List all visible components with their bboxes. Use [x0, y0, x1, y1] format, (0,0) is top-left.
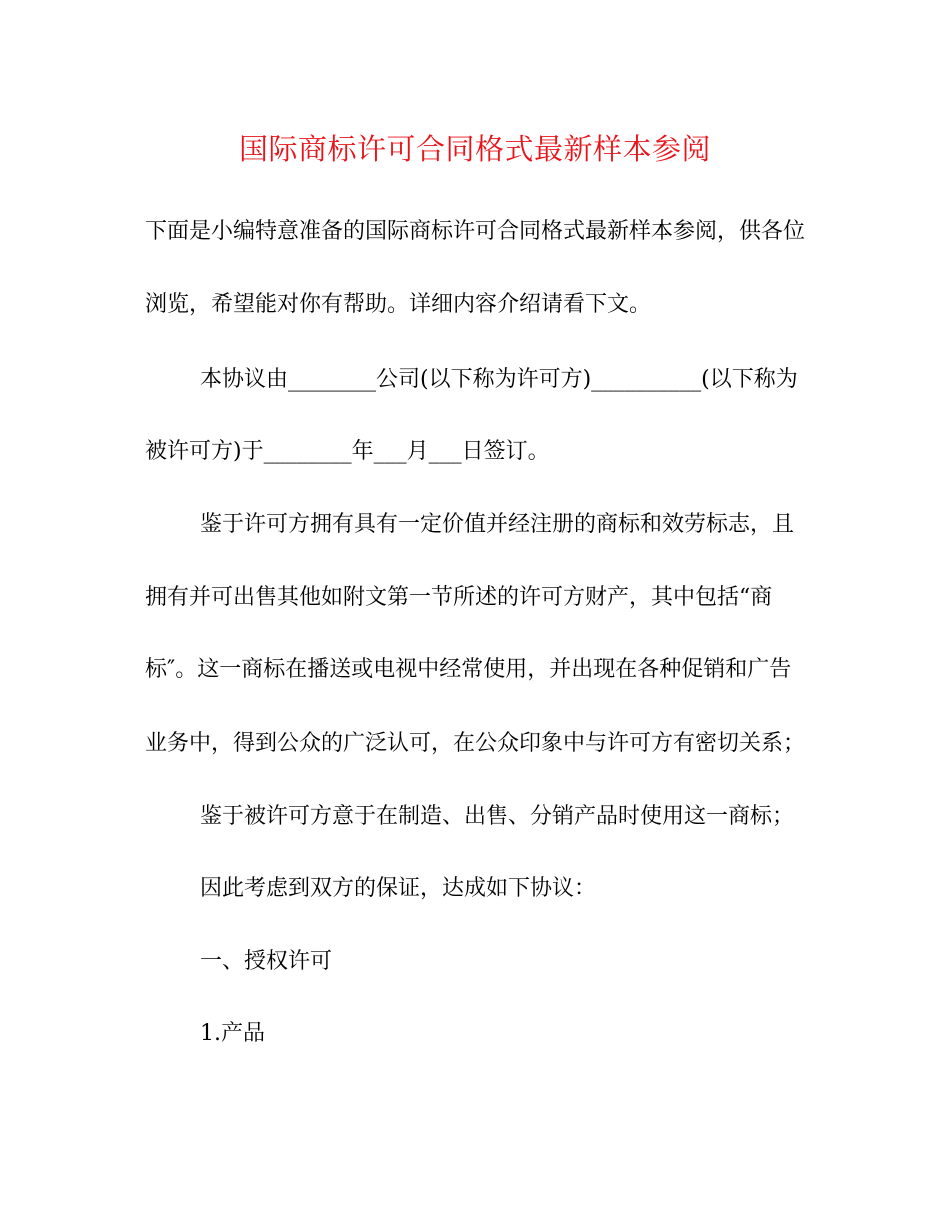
section-heading: 一、授权许可	[200, 949, 333, 974]
paragraph-line: 拥有并可出售其他如附文第一节所述的许可方财产，其中包括“商	[145, 585, 773, 610]
paragraph-line: 鉴于被许可方意于在制造、出售、分销产品时使用这一商标；	[200, 804, 795, 829]
paragraph-line: 业务中，得到公众的广泛认可，在公众印象中与许可方有密切关系；	[145, 731, 806, 756]
paragraph-line: 本协议由________公司(以下称为许可方)__________(以下称为	[200, 367, 798, 392]
paragraph-line: 下面是小编特意准备的国际商标许可合同格式最新样本参阅，供各位	[145, 219, 806, 244]
paragraph-line: 浏览，希望能对你有帮助。详细内容介绍请看下文。	[145, 292, 652, 317]
document-title: 国际商标许可合同格式最新样本参阅	[238, 132, 711, 166]
paragraph-line: 因此考虑到双方的保证，达成如下协议：	[200, 876, 597, 901]
paragraph-line: 标″。这一商标在播送或电视中经常使用，并出现在各种促销和广告	[145, 657, 792, 682]
subsection-heading: 1.产品	[200, 1021, 265, 1046]
paragraph-line: 鉴于许可方拥有具有一定价值并经注册的商标和效劳标志，且	[200, 512, 795, 537]
paragraph-line: 被许可方)于________年___月___日签订。	[145, 439, 550, 464]
